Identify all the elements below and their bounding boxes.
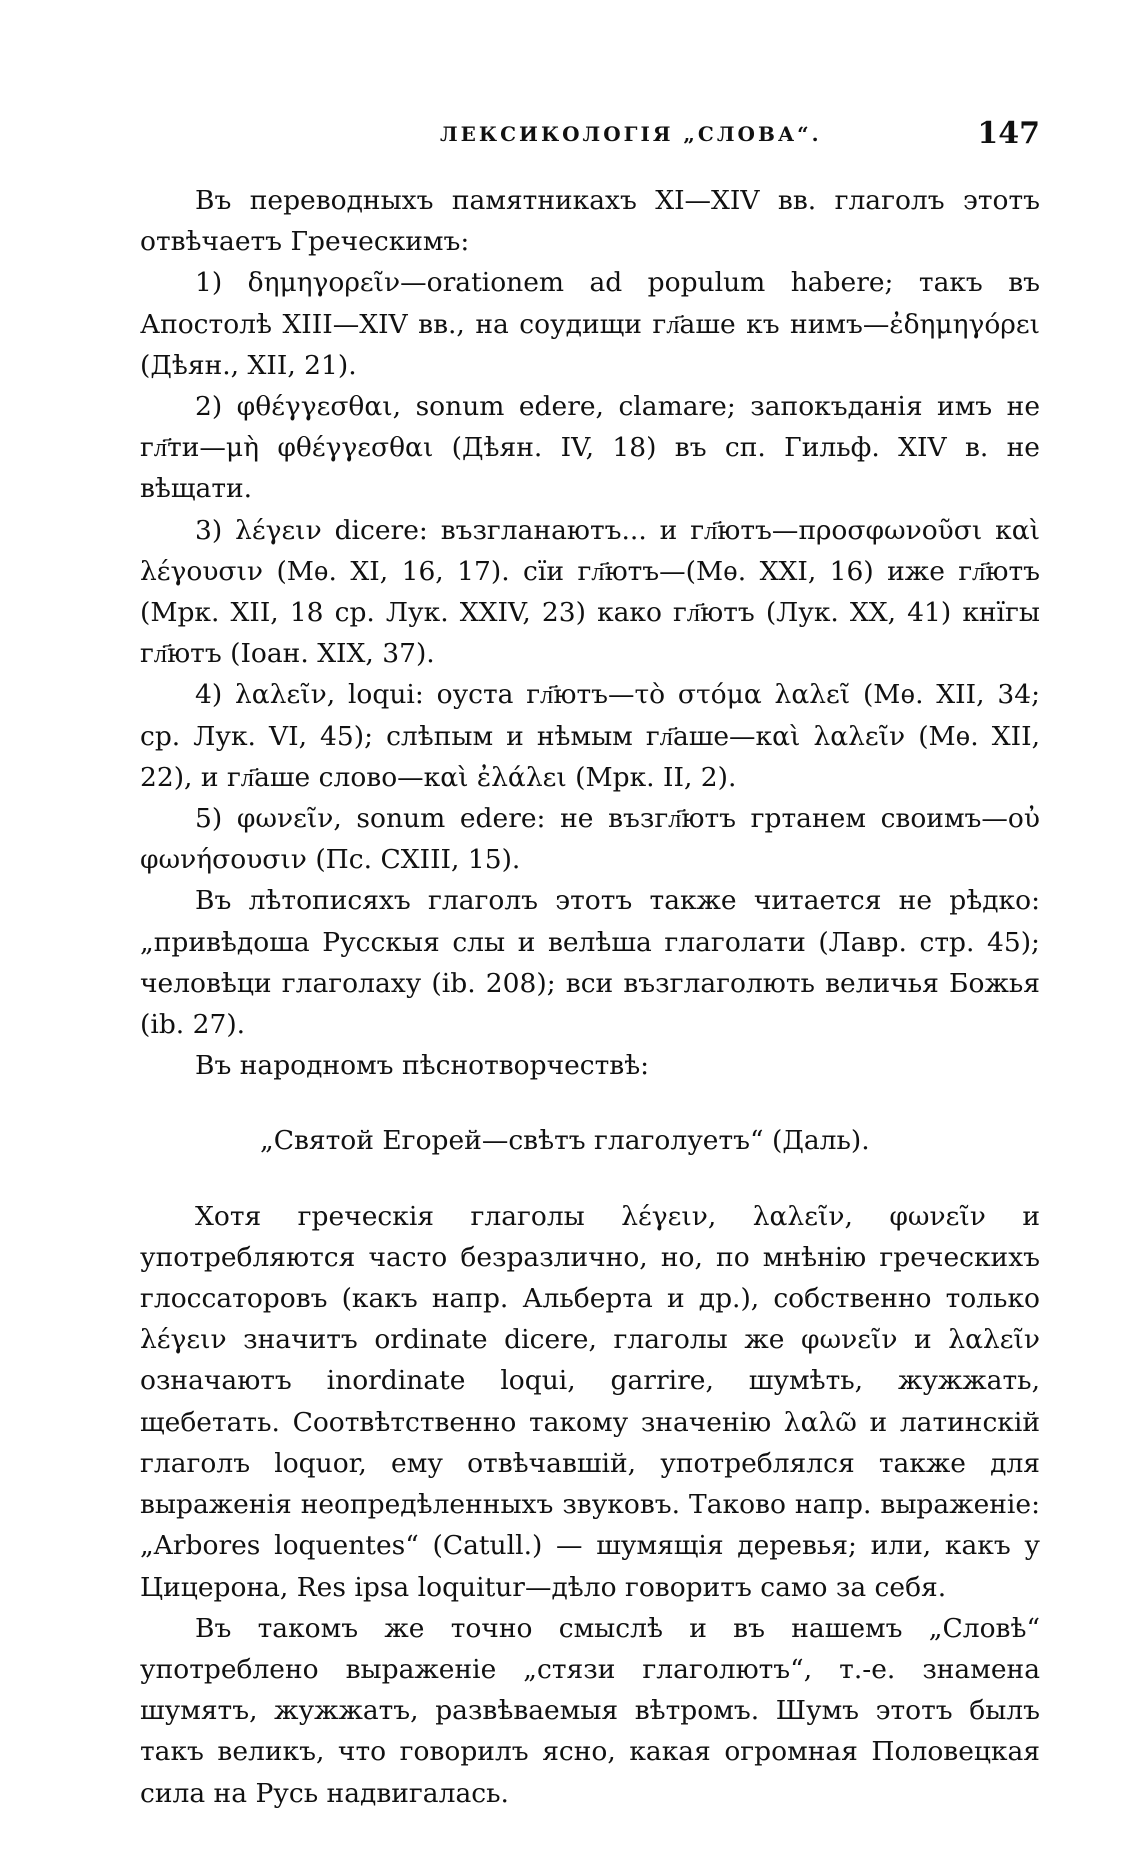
paragraph-item-2: 2) φθέγγεσθαι, sonum edere, clamare; запокъданія имъ не гл҃ти—μὴ φθέγγεσθαι (Дѣян. IV, 18) въ сп. Гильф. XIV в. не вѣщати. <box>140 391 1040 505</box>
paragraph-item-3: 3) λέγειν dicere: възгланаютъ... и гл҃ютъ—προσφωνοῦσι καὶ λέγουσιν (Мѳ. XI, 16, 17). сїи гл҃ютъ—(Мѳ. XXI, 16) иже гл҃ютъ (Мрк. XII, 18 ср. Лук. XXIV, 23) како гл҃ютъ (Лук. XX, 41) кнїгы гл҃ютъ (Іоан. XIX, 37). <box>140 514 1040 670</box>
paragraph-slovo: Въ такомъ же точно смыслѣ и въ нашемъ „Словѣ“ употреблено выраженіе „стязи глаголютъ“, т.-е. знамена шумятъ, жужжатъ, развѣваемыя вѣтромъ. Шумъ этотъ былъ такъ великъ, что говорилъ ясно, какая огромная Половецкая сила на Русь надвигалась. <box>140 1612 1040 1809</box>
paragraph-item-1: 1) δημηγορεῖν—orationem ad populum habere; такъ въ Апостолѣ XIII—XIV вв., на соудищи гл҃аше къ нимъ—ἐδημηγόρει (Дѣян., XII, 21). <box>140 267 1040 381</box>
page-header <box>140 116 1040 162</box>
running-title: ЛЕКСИКОЛОГІЯ „СЛОВА“. <box>440 122 822 146</box>
page-number: 147 <box>977 116 1040 151</box>
paragraph-folk: Въ народномъ пѣснотворчествѣ: <box>195 1050 650 1082</box>
paragraph-item-5: 5) φωνεῖν, sonum edere: не възгл҃ютъ гртанем своимъ—οὐ φωνήσουσιν (Пс. CXIII, 15). <box>140 803 1040 876</box>
paragraph-greek-verbs: Хотя греческія глаголы λέγειν, λαλεῖν, φωνεῖν и употребляются часто безразлично, но, по мнѣнію греческихъ глоссаторовъ (какъ напр. Альберта и др.), собственно только λέγειν значитъ ordinate dicere, глаголы же φωνεῖν и λαλεῖν означаютъ inordinate loqui, garrire, шумѣть, жужжать, щебетать. Соотвѣтственно такому значенію λαλῶ и латинскій глаголъ loquor, ему отвѣчавшій, употреблялся также для выраженія неопредѣленныхъ звуковъ. Таково напр. выраженіе: „Arbores loquentes“ (Catull.) — шумящія деревья; или, какъ у Цицерона, Res ipsa loquitur—дѣло говоритъ само за себя. <box>140 1200 1040 1603</box>
verse-quote: „Святой Егорей—свѣтъ глаголуетъ“ (Даль). <box>260 1125 870 1157</box>
paragraph-item-4: 4) λαλεῖν, loqui: оуста гл҃ютъ—τὸ στόμα λαλεῖ (Мѳ. XII, 34; ср. Лук. VI, 45); слѣпым и нѣмым гл҃аше—καὶ λαλεῖν (Мѳ. XII, 22), и гл҃аше слово—καὶ ἐλάλει (Мрк. II, 2). <box>140 679 1040 793</box>
body-text <box>140 180 1040 1814</box>
paragraph-chronicles: Въ лѣтописяхъ глаголъ этотъ также читается не рѣдко: „привѣдоша Русскыя слы и велѣша глаголати (Лавр. стр. 45); человѣци глаголаху (ib. 208); вси възглаголють величья Божья (ib. 27). <box>140 885 1040 1041</box>
paragraph-intro: Въ переводныхъ памятникахъ XI—XIV вв. глаголъ этотъ отвѣчаетъ Греческимъ: <box>140 185 1040 258</box>
